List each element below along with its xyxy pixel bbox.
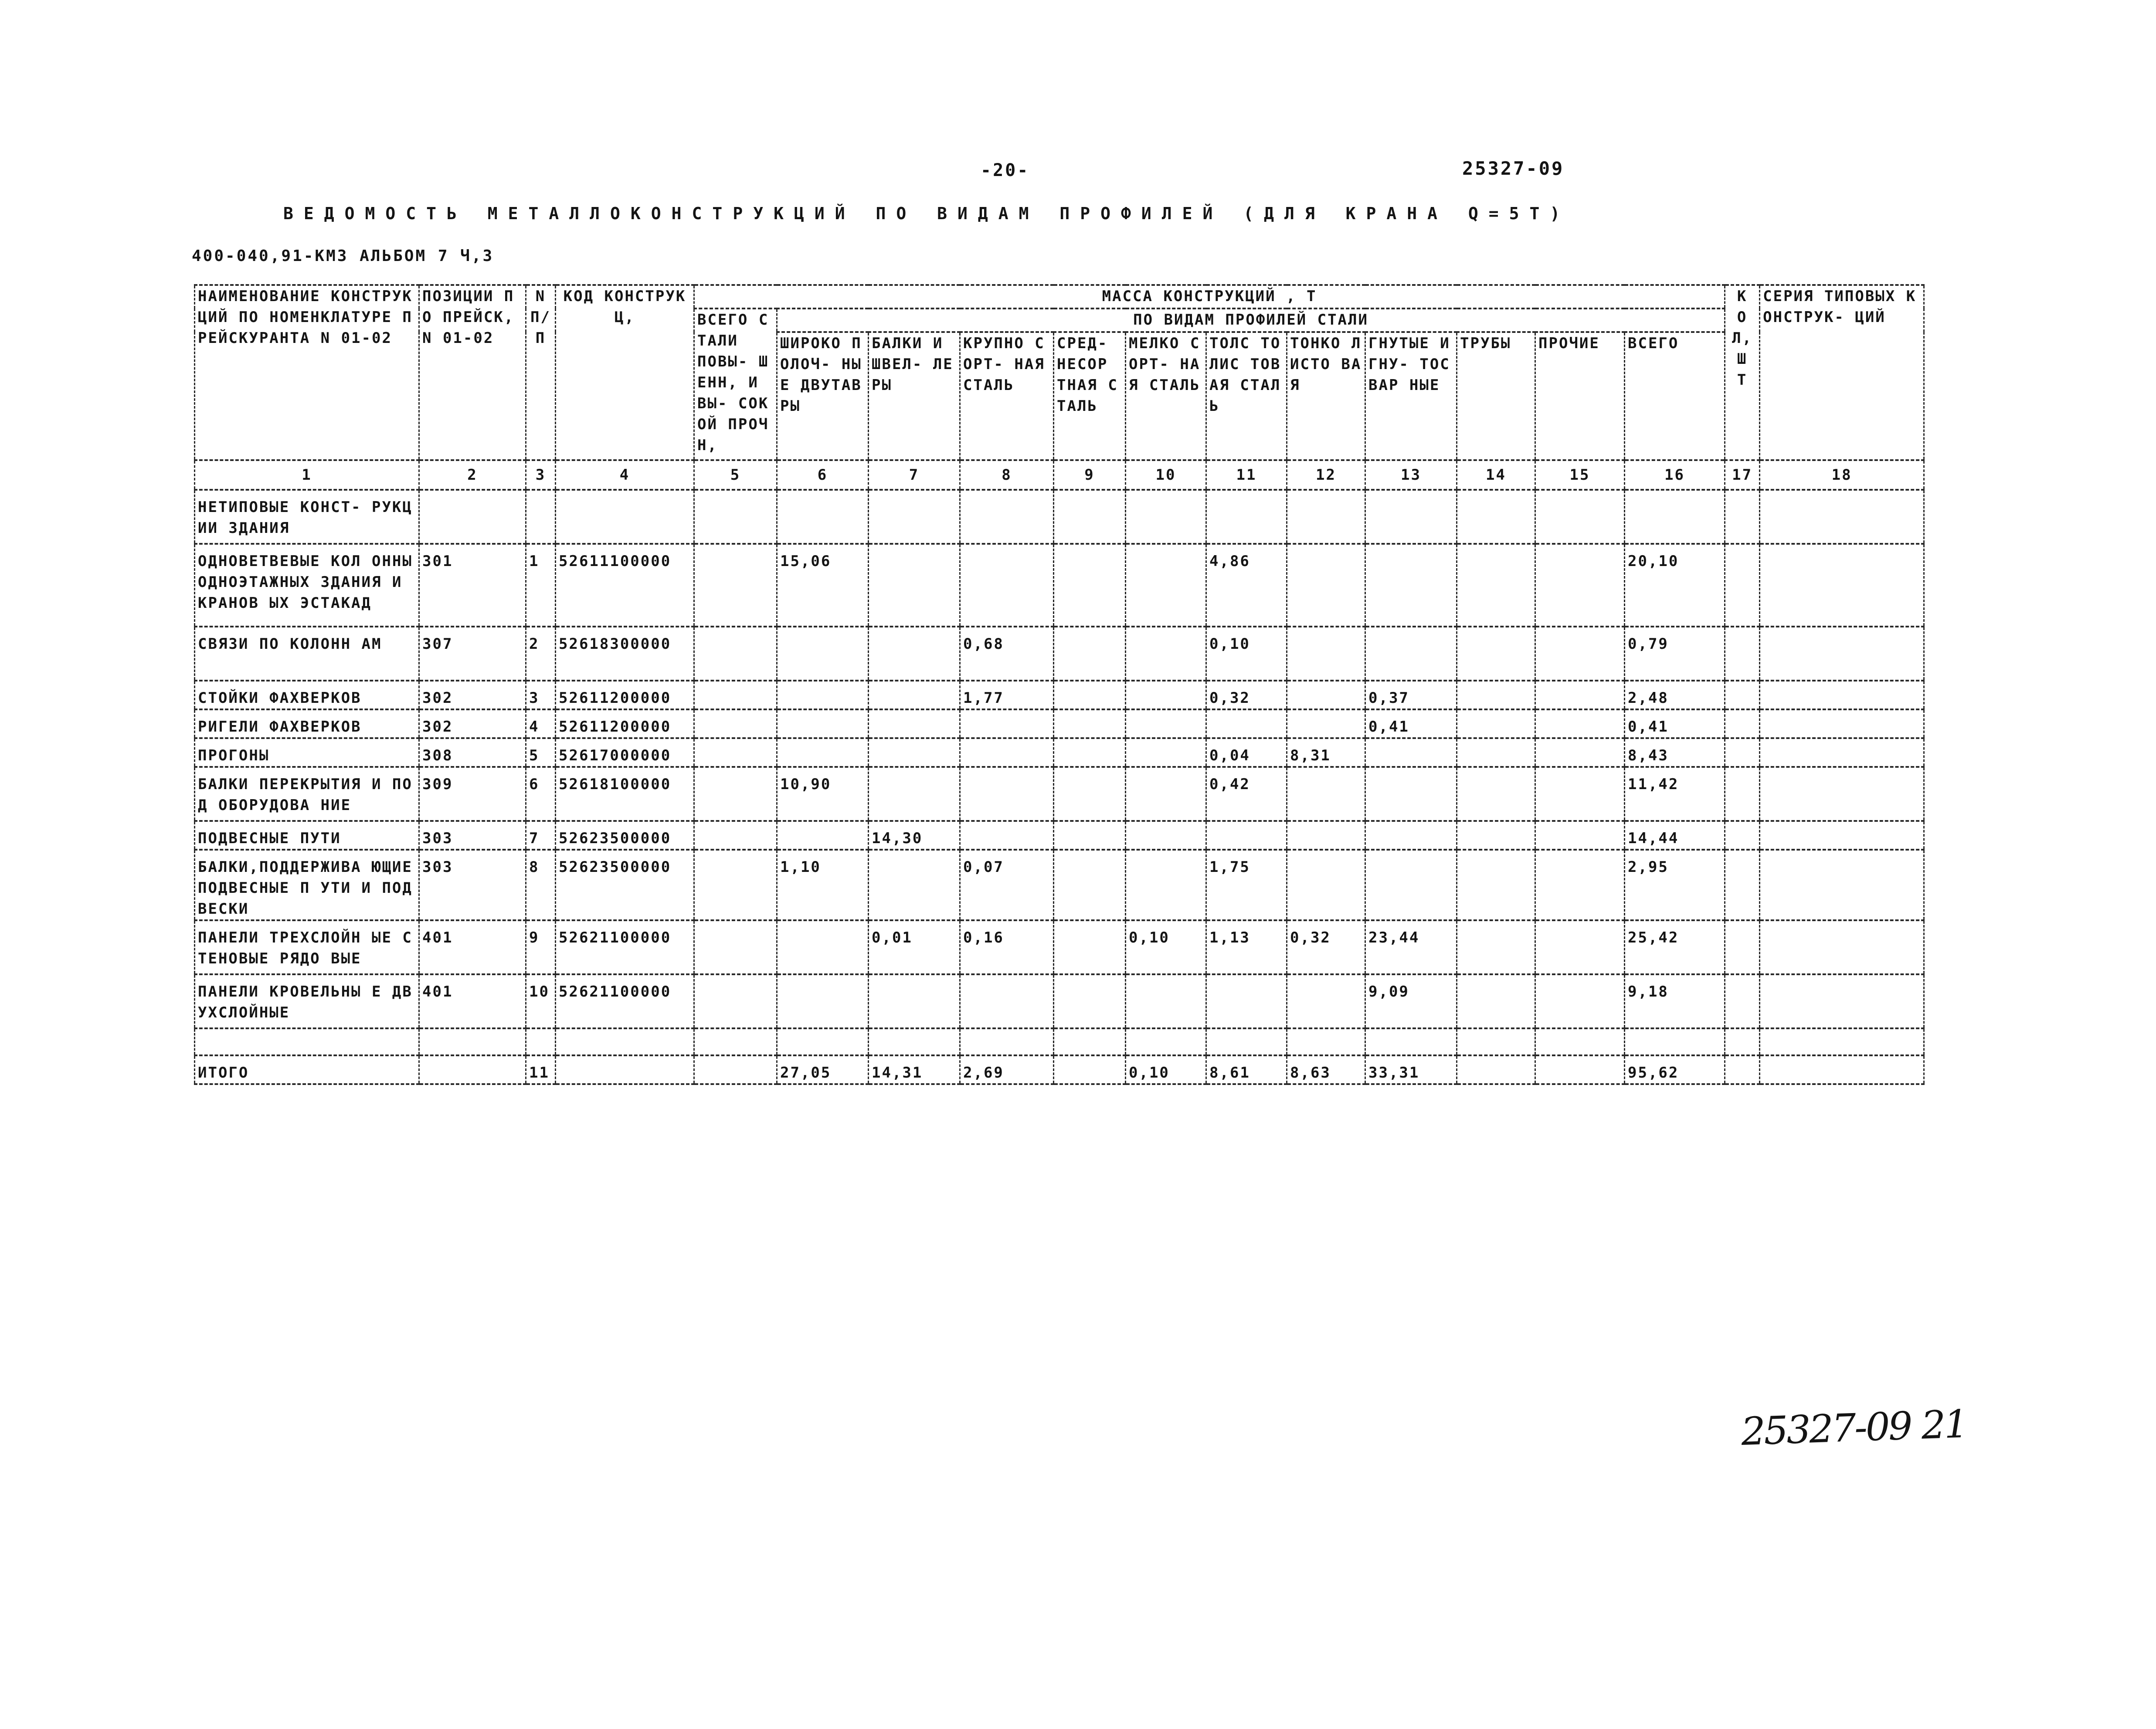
table-row [195, 1028, 1924, 1055]
mass-value [694, 681, 777, 709]
row-number: 7 [526, 821, 556, 850]
header-profile-1: ПОВЫ- ШЕНН, И ВЫ- СОКОЙ ПРОЧН, [697, 353, 769, 454]
mass-value [694, 1055, 777, 1084]
mass-value [1287, 974, 1365, 1028]
column-number: 2 [419, 460, 526, 490]
column-number: 11 [1206, 460, 1287, 490]
row-code: 52623500000 [556, 821, 694, 850]
mass-value [1126, 681, 1206, 709]
mass-value: 0,41 [1365, 709, 1457, 738]
row-number: 4 [526, 709, 556, 738]
row-quantity [1725, 1055, 1760, 1084]
header-profile-7: ТОЛС ТОЛИС ТОВАЯ СТАЛЬ [1206, 332, 1287, 460]
column-number: 14 [1457, 460, 1535, 490]
mass-value: 2,95 [1625, 850, 1725, 920]
mass-value [1126, 490, 1206, 544]
mass-value [960, 490, 1054, 544]
header-by-profile: ПО ВИДАМ ПРОФИЛЕЙ СТАЛИ [777, 309, 1725, 332]
table-row [195, 974, 1924, 1028]
mass-value [1457, 821, 1535, 850]
row-name: ОДНОВЕТВЕВЫЕ КОЛ ОННЫ ОДНОЭТАЖНЫХ ЗДАНИЯ И КРАНОВ ЫХ ЭСТАКАД [195, 544, 419, 627]
mass-value [694, 920, 777, 974]
mass-value: 0,10 [1206, 627, 1287, 681]
mass-value [869, 738, 960, 767]
mass-value [1365, 767, 1457, 821]
mass-value [1206, 709, 1287, 738]
mass-value [1287, 821, 1365, 850]
row-code: 52611200000 [556, 709, 694, 738]
row-position: 301 [419, 544, 526, 627]
row-series [1760, 850, 1924, 920]
row-position [419, 1055, 526, 1084]
row-position [419, 1028, 526, 1055]
row-code: 52617000000 [556, 738, 694, 767]
header-position: ПОЗИЦИИ ПО ПРЕЙСК, N 01-02 [419, 285, 526, 460]
table-row [195, 920, 1924, 974]
mass-value: 0,16 [960, 920, 1054, 974]
mass-value: 8,63 [1287, 1055, 1365, 1084]
row-quantity [1725, 974, 1760, 1028]
mass-value [1535, 767, 1625, 821]
row-code: 52611100000 [556, 544, 694, 627]
mass-value [694, 821, 777, 850]
table-row [195, 544, 1924, 627]
mass-value [1535, 544, 1625, 627]
mass-value [1126, 738, 1206, 767]
row-number: 9 [526, 920, 556, 974]
row-series [1760, 627, 1924, 681]
header-profile-3: БАЛКИ И ШВЕЛ- ЛЕРЫ [869, 332, 960, 460]
row-quantity [1725, 920, 1760, 974]
row-name: ПРОГОНЫ [195, 738, 419, 767]
mass-value: 25,42 [1625, 920, 1725, 974]
mass-value [1126, 709, 1206, 738]
mass-value [1287, 850, 1365, 920]
mass-value [694, 1028, 777, 1055]
mass-value [1126, 850, 1206, 920]
row-position: 307 [419, 627, 526, 681]
row-position: 309 [419, 767, 526, 821]
mass-value [1535, 974, 1625, 1028]
row-code: 52621100000 [556, 974, 694, 1028]
row-name: БАЛКИ ПЕРЕКРЫТИЯ И ПОД ОБОРУДОВА НИЕ [195, 767, 419, 821]
column-number: 16 [1625, 460, 1725, 490]
header-pp: N П/П [526, 285, 556, 460]
mass-value: 14,31 [869, 1055, 960, 1084]
mass-value [869, 1028, 960, 1055]
document-title: ВЕДОМОСТЬ МЕТАЛЛОКОНСТРУКЦИЙ ПО ВИДАМ ПРОФИЛЕЙ (ДЛЯ КРАНА Q=5Т) [283, 204, 1571, 223]
mass-value: 4,86 [1206, 544, 1287, 627]
row-number: 8 [526, 850, 556, 920]
mass-value [1457, 490, 1535, 544]
mass-value: 20,10 [1625, 544, 1725, 627]
mass-value [1535, 821, 1625, 850]
mass-value [777, 627, 869, 681]
row-quantity [1725, 767, 1760, 821]
mass-value [694, 850, 777, 920]
row-position: 401 [419, 920, 526, 974]
mass-value: 1,13 [1206, 920, 1287, 974]
mass-value: 0,10 [1126, 1055, 1206, 1084]
mass-value [1206, 490, 1287, 544]
mass-value [1126, 627, 1206, 681]
mass-value [869, 681, 960, 709]
mass-value: 1,75 [1206, 850, 1287, 920]
mass-value [1365, 1028, 1457, 1055]
mass-value [1365, 738, 1457, 767]
mass-value [960, 544, 1054, 627]
mass-value: 0,04 [1206, 738, 1287, 767]
row-series [1760, 544, 1924, 627]
mass-value [1535, 490, 1625, 544]
header-profile-8: ТОНКО ЛИСТО ВАЯ [1287, 332, 1365, 460]
row-position [419, 490, 526, 544]
mass-value [1287, 709, 1365, 738]
mass-value [1457, 974, 1535, 1028]
mass-value [1365, 850, 1457, 920]
mass-value [1535, 709, 1625, 738]
row-name: ПОДВЕСНЫЕ ПУТИ [195, 821, 419, 850]
mass-value: 14,30 [869, 821, 960, 850]
mass-value [1457, 709, 1535, 738]
row-series [1760, 767, 1924, 821]
mass-value [869, 767, 960, 821]
column-number: 18 [1760, 460, 1924, 490]
mass-value [1054, 490, 1126, 544]
mass-value: 2,69 [960, 1055, 1054, 1084]
mass-value [1287, 767, 1365, 821]
mass-value [1054, 738, 1126, 767]
mass-value [1126, 974, 1206, 1028]
mass-value: 9,09 [1365, 974, 1457, 1028]
mass-value [1535, 627, 1625, 681]
mass-value: 27,05 [777, 1055, 869, 1084]
table-row [195, 709, 1924, 738]
row-position: 303 [419, 821, 526, 850]
mass-value: 14,44 [1625, 821, 1725, 850]
mass-value [869, 627, 960, 681]
row-number: 1 [526, 544, 556, 627]
mass-value [1054, 767, 1126, 821]
mass-value: 0,41 [1625, 709, 1725, 738]
row-number: 2 [526, 627, 556, 681]
mass-value [1625, 490, 1725, 544]
row-name: ПАНЕЛИ КРОВЕЛЬНЫ Е ДВУХСЛОЙНЫЕ [195, 974, 419, 1028]
table-row [195, 490, 1924, 544]
mass-value [694, 627, 777, 681]
mass-value: 0,32 [1206, 681, 1287, 709]
row-quantity [1725, 490, 1760, 544]
mass-value: 0,07 [960, 850, 1054, 920]
mass-value [869, 709, 960, 738]
row-quantity [1725, 1028, 1760, 1055]
mass-value [694, 490, 777, 544]
row-position: 401 [419, 974, 526, 1028]
header-profile-12: ВСЕГО [1625, 332, 1725, 460]
row-series [1760, 490, 1924, 544]
mass-value [960, 1028, 1054, 1055]
mass-value [1287, 627, 1365, 681]
mass-value [694, 738, 777, 767]
mass-value [960, 767, 1054, 821]
mass-value [1365, 821, 1457, 850]
mass-value [1287, 544, 1365, 627]
mass-value [777, 738, 869, 767]
mass-value [1287, 681, 1365, 709]
row-name [195, 1028, 419, 1055]
mass-value [777, 821, 869, 850]
row-quantity [1725, 850, 1760, 920]
row-quantity [1725, 821, 1760, 850]
mass-value [1535, 1055, 1625, 1084]
table-row [195, 681, 1924, 709]
header-name: НАИМЕНОВАНИЕ КОНСТРУКЦИЙ ПО НОМЕНКЛАТУРЕ ПРЕЙСКУРАНТА N 01-02 [195, 285, 419, 460]
column-number: 13 [1365, 460, 1457, 490]
row-name: СВЯЗИ ПО КОЛОНН АМ [195, 627, 419, 681]
mass-value: 2,48 [1625, 681, 1725, 709]
mass-value: 15,06 [777, 544, 869, 627]
row-name: НЕТИПОВЫЕ КОНСТ- РУКЦИИ ЗДАНИЯ [195, 490, 419, 544]
row-code [556, 1055, 694, 1084]
row-series [1760, 821, 1924, 850]
row-code [556, 490, 694, 544]
mass-value [694, 544, 777, 627]
mass-value: 23,44 [1365, 920, 1457, 974]
table-row [195, 821, 1924, 850]
table-row [195, 850, 1924, 920]
row-position: 302 [419, 709, 526, 738]
mass-value: 0,10 [1126, 920, 1206, 974]
mass-value [869, 850, 960, 920]
mass-value [1054, 627, 1126, 681]
mass-value: 0,32 [1287, 920, 1365, 974]
mass-value [1457, 1055, 1535, 1084]
mass-value [1126, 767, 1206, 821]
mass-value [1457, 850, 1535, 920]
mass-value [869, 490, 960, 544]
column-number: 4 [556, 460, 694, 490]
row-name: ИТОГО [195, 1055, 419, 1084]
mass-value [694, 709, 777, 738]
header-profile-11: ПРОЧИЕ [1535, 332, 1625, 460]
row-code: 52621100000 [556, 920, 694, 974]
mass-value [777, 1028, 869, 1055]
row-number: 6 [526, 767, 556, 821]
row-quantity [1725, 738, 1760, 767]
mass-value [1287, 490, 1365, 544]
row-quantity [1725, 544, 1760, 627]
mass-value [1535, 681, 1625, 709]
header-profile-4: КРУПНО СОРТ- НАЯ СТАЛЬ [960, 332, 1054, 460]
mass-value [1054, 920, 1126, 974]
header-profile-5: СРЕД- НЕСОР ТНАЯ СТАЛЬ [1054, 332, 1126, 460]
mass-value [960, 974, 1054, 1028]
header-profile-2: ШИРОКО ПОЛОЧ- НЫЕ ДВУТАВ РЫ [777, 332, 869, 460]
table-row [195, 627, 1924, 681]
mass-value [1457, 1028, 1535, 1055]
mass-value: 33,31 [1365, 1055, 1457, 1084]
header-quantity: К О Л, Ш Т [1725, 285, 1760, 460]
row-name: СТОЙКИ ФАХВЕРКОВ [195, 681, 419, 709]
row-quantity [1725, 627, 1760, 681]
mass-value [1054, 974, 1126, 1028]
mass-value [1365, 544, 1457, 627]
column-number: 15 [1535, 460, 1625, 490]
mass-value [777, 490, 869, 544]
mass-value [1206, 1028, 1287, 1055]
mass-value [1054, 821, 1126, 850]
mass-value [1054, 1028, 1126, 1055]
row-number: 11 [526, 1055, 556, 1084]
mass-value [1535, 920, 1625, 974]
mass-value [1206, 974, 1287, 1028]
table-row [195, 767, 1924, 821]
mass-value [777, 920, 869, 974]
mass-value: 8,61 [1206, 1055, 1287, 1084]
column-number: 12 [1287, 460, 1365, 490]
mass-value: 1,10 [777, 850, 869, 920]
mass-value: 10,90 [777, 767, 869, 821]
header-total-steel: ВСЕГО СТАЛИ ПОВЫ- ШЕНН, И ВЫ- СОКОЙ ПРОЧН, [694, 309, 777, 460]
metal-structures-table [194, 284, 1925, 1085]
column-number: 17 [1725, 460, 1760, 490]
handwritten-signature: 25327-09 21 [1740, 1401, 1968, 1454]
row-quantity [1725, 709, 1760, 738]
mass-value [1365, 490, 1457, 544]
mass-value: 9,18 [1625, 974, 1725, 1028]
mass-value [960, 738, 1054, 767]
mass-value [1054, 850, 1126, 920]
mass-value [1535, 850, 1625, 920]
column-number: 1 [195, 460, 419, 490]
mass-value [1054, 1055, 1126, 1084]
row-series [1760, 1028, 1924, 1055]
mass-value [1206, 821, 1287, 850]
mass-value: 95,62 [1625, 1055, 1725, 1084]
row-series [1760, 738, 1924, 767]
mass-value: 0,79 [1625, 627, 1725, 681]
mass-value: 1,77 [960, 681, 1054, 709]
document-subtitle: 400-040,91-КМ3 АЛЬБОМ 7 Ч,3 [192, 247, 494, 265]
row-series [1760, 709, 1924, 738]
mass-value [1126, 1028, 1206, 1055]
row-quantity [1725, 681, 1760, 709]
mass-value [1457, 544, 1535, 627]
mass-value [1054, 544, 1126, 627]
mass-value [1535, 1028, 1625, 1055]
column-number: 9 [1054, 460, 1126, 490]
mass-value: 0,01 [869, 920, 960, 974]
table-row [195, 1055, 1924, 1084]
column-number: 6 [777, 460, 869, 490]
mass-value [777, 681, 869, 709]
row-number [526, 1028, 556, 1055]
mass-value: 8,43 [1625, 738, 1725, 767]
row-code: 52611200000 [556, 681, 694, 709]
row-number: 5 [526, 738, 556, 767]
table-row [195, 738, 1924, 767]
page-number: -20- [981, 160, 1030, 180]
row-code: 52618100000 [556, 767, 694, 821]
mass-value [869, 974, 960, 1028]
column-number: 8 [960, 460, 1054, 490]
row-series [1760, 1055, 1924, 1084]
mass-value [1126, 821, 1206, 850]
mass-value [1457, 920, 1535, 974]
mass-value: 11,42 [1625, 767, 1725, 821]
mass-value: 0,37 [1365, 681, 1457, 709]
row-number: 10 [526, 974, 556, 1028]
row-name: ПАНЕЛИ ТРЕХСЛОЙН ЫЕ СТЕНОВЫЕ РЯДО ВЫЕ [195, 920, 419, 974]
row-number: 3 [526, 681, 556, 709]
header-code: КОД КОНСТРУКЦ, [556, 285, 694, 460]
mass-value: 8,31 [1287, 738, 1365, 767]
row-position: 308 [419, 738, 526, 767]
mass-value [1457, 767, 1535, 821]
column-number: 10 [1126, 460, 1206, 490]
column-number: 5 [694, 460, 777, 490]
mass-value [869, 544, 960, 627]
header-mass: МАССА КОНСТРУКЦИЙ , Т [694, 285, 1725, 309]
row-series [1760, 920, 1924, 974]
row-number [526, 490, 556, 544]
mass-value: 0,42 [1206, 767, 1287, 821]
row-code: 52618300000 [556, 627, 694, 681]
mass-value [777, 709, 869, 738]
row-code [556, 1028, 694, 1055]
mass-value [1457, 738, 1535, 767]
mass-value [694, 974, 777, 1028]
mass-value [1054, 709, 1126, 738]
header-profile-6: МЕЛКО СОРТ- НАЯ СТАЛЬ [1126, 332, 1206, 460]
column-number: 7 [869, 460, 960, 490]
mass-value [1054, 681, 1126, 709]
header-series: СЕРИЯ ТИПОВЫХ КОНСТРУК- ЦИЙ [1760, 285, 1924, 460]
mass-value [1625, 1028, 1725, 1055]
mass-value [960, 821, 1054, 850]
mass-value: 0,68 [960, 627, 1054, 681]
mass-value [1457, 681, 1535, 709]
row-name: БАЛКИ,ПОДДЕРЖИВА ЮЩИЕ ПОДВЕСНЫЕ П УТИ И ПОДВЕСКИ [195, 850, 419, 920]
column-number: 3 [526, 460, 556, 490]
row-series [1760, 974, 1924, 1028]
document-code: 25327-09 [1462, 158, 1565, 179]
mass-value [1126, 544, 1206, 627]
mass-value [777, 974, 869, 1028]
mass-value [1457, 627, 1535, 681]
row-name: РИГЕЛИ ФАХВЕРКОВ [195, 709, 419, 738]
mass-value [1535, 738, 1625, 767]
header-profile-9: ГНУТЫЕ И ГНУ- ТОСВАР НЫЕ [1365, 332, 1457, 460]
row-code: 52623500000 [556, 850, 694, 920]
mass-value [960, 709, 1054, 738]
row-series [1760, 681, 1924, 709]
mass-value [1365, 627, 1457, 681]
row-position: 302 [419, 681, 526, 709]
row-position: 303 [419, 850, 526, 920]
header-profile-10: ТРУБЫ [1457, 332, 1535, 460]
mass-value [694, 767, 777, 821]
mass-value [1287, 1028, 1365, 1055]
